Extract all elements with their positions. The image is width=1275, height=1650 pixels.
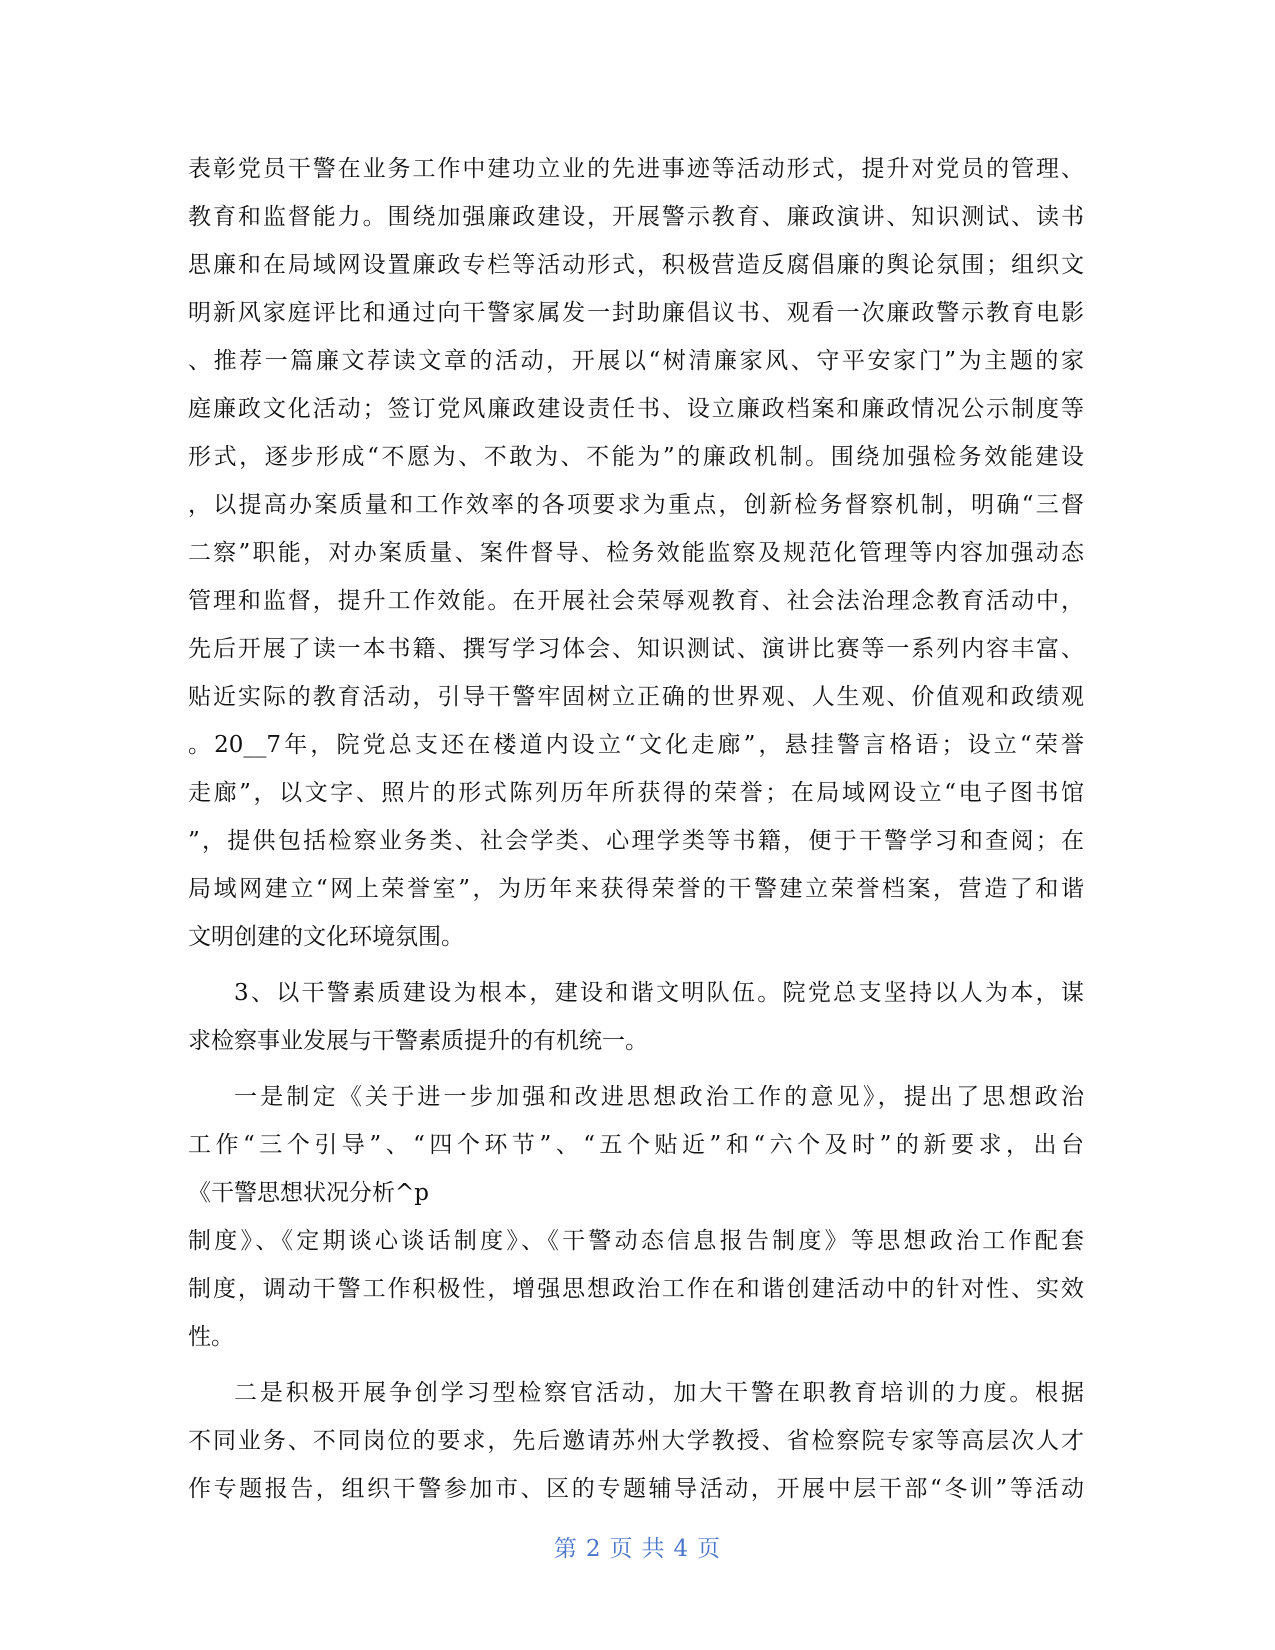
text-line: 二是积极开展争创学习型检察官活动，加大干警在职教育培训的力度。根据: [234, 1380, 1084, 1406]
paragraph: [188, 1073, 1084, 1361]
text-line: 局域网建立“网上荣誉室”，为历年来获得荣誉的干警建立荣誉档案，营造了和谐: [188, 876, 1084, 902]
text-line: 文明创建的文化环境氛围。: [188, 924, 464, 950]
text-line: 走廊”，以文字、照片的形式陈列历年所获得的荣誉；在局域网设立“电子图书馆: [188, 780, 1084, 806]
document-body: [188, 145, 1084, 1513]
text-line: 教育和监督能力。围绕加强廉政建设，开展警示教育、廉政演讲、知识测试、读书: [188, 204, 1084, 230]
text-line: 制度》、《定期谈心谈话制度》、《干警动态信息报告制度》等思想政治工作配套: [188, 1228, 1084, 1254]
text-line: 求检察事业发展与干警素质提升的有机统一。: [188, 1028, 648, 1054]
text-line: ，以提高办案质量和工作效率的各项要求为重点，创新检务督察机制，明确“三督: [188, 492, 1084, 518]
text-line: ”，提供包括检察业务类、社会学类、心理学类等书籍，便于干警学习和查阅；在: [188, 828, 1084, 854]
text-line: 。20__7年，院党总支还在楼道内设立“文化走廊”，悬挂警言格语；设立“荣誉: [188, 732, 1084, 758]
total-page-count: 4: [673, 1536, 690, 1562]
text-line: 形式，逐步形成“不愿为、不敢为、不能为”的廉政机制。围绕加强检务效能建设: [188, 444, 1084, 470]
current-page-number: 2: [585, 1536, 602, 1562]
text-line: 《干警思想状况分析^p: [188, 1180, 429, 1206]
text-line: 先后开展了读一本书籍、撰写学习体会、知识测试、演讲比赛等一系列内容丰富、: [188, 636, 1084, 662]
text-line: 工作“三个引导”、“四个环节”、“五个贴近”和“六个及时”的新要求，出台: [188, 1132, 1084, 1158]
paragraph: [188, 1369, 1084, 1513]
text-line: 管理和监督，提升工作效能。在开展社会荣辱观教育、社会法治理念教育活动中，: [188, 588, 1084, 614]
text-line: 一是制定《关于进一步加强和改进思想政治工作的意见》，提出了思想政治: [234, 1084, 1084, 1110]
text-line: 思廉和在局域网设置廉政专栏等活动形式，积极营造反腐倡廉的舆论氛围；组织文: [188, 252, 1084, 278]
text-line: 表彰党员干警在业务工作中建功立业的先进事迹等活动形式，提升对党员的管理、: [188, 156, 1084, 182]
paragraph: [188, 145, 1084, 961]
text-line: 3、以干警素质建设为根本，建设和谐文明队伍。院党总支坚持以人为本，谋: [234, 980, 1084, 1006]
text-line: 明新风家庭评比和通过向干警家属发一封助廉倡议书、观看一次廉政警示教育电影: [188, 300, 1084, 326]
text-line: 贴近实际的教育活动，引导干警牢固树立正确的世界观、人生观、价值观和政绩观: [188, 684, 1084, 710]
footer-word: 共: [641, 1536, 666, 1562]
text-line: 制度，调动干警工作积极性，增强思想政治工作在和谐创建活动中的针对性、实效: [188, 1276, 1084, 1302]
footer-word: 页: [697, 1536, 722, 1562]
footer-word: 第: [553, 1536, 578, 1562]
paragraph: [188, 969, 1084, 1065]
page-footer: [0, 1530, 1275, 1563]
text-line: 、推荐一篇廉文荐读文章的活动，开展以“树清廉家风、守平安家门”为主题的家: [188, 348, 1084, 374]
text-line: 性。: [188, 1324, 234, 1350]
footer-word: 页: [609, 1536, 634, 1562]
text-line: 不同业务、不同岗位的要求，先后邀请苏州大学教授、省检察院专家等高层次人才: [188, 1428, 1084, 1454]
text-line: 二察”职能，对办案质量、案件督导、检务效能监察及规范化管理等内容加强动态: [188, 540, 1084, 566]
text-line: 作专题报告，组织干警参加市、区的专题辅导活动，开展中层干部“冬训”等活动: [188, 1476, 1084, 1502]
text-line: 庭廉政文化活动；签订党风廉政建设责任书、设立廉政档案和廉政情况公示制度等: [188, 396, 1084, 422]
